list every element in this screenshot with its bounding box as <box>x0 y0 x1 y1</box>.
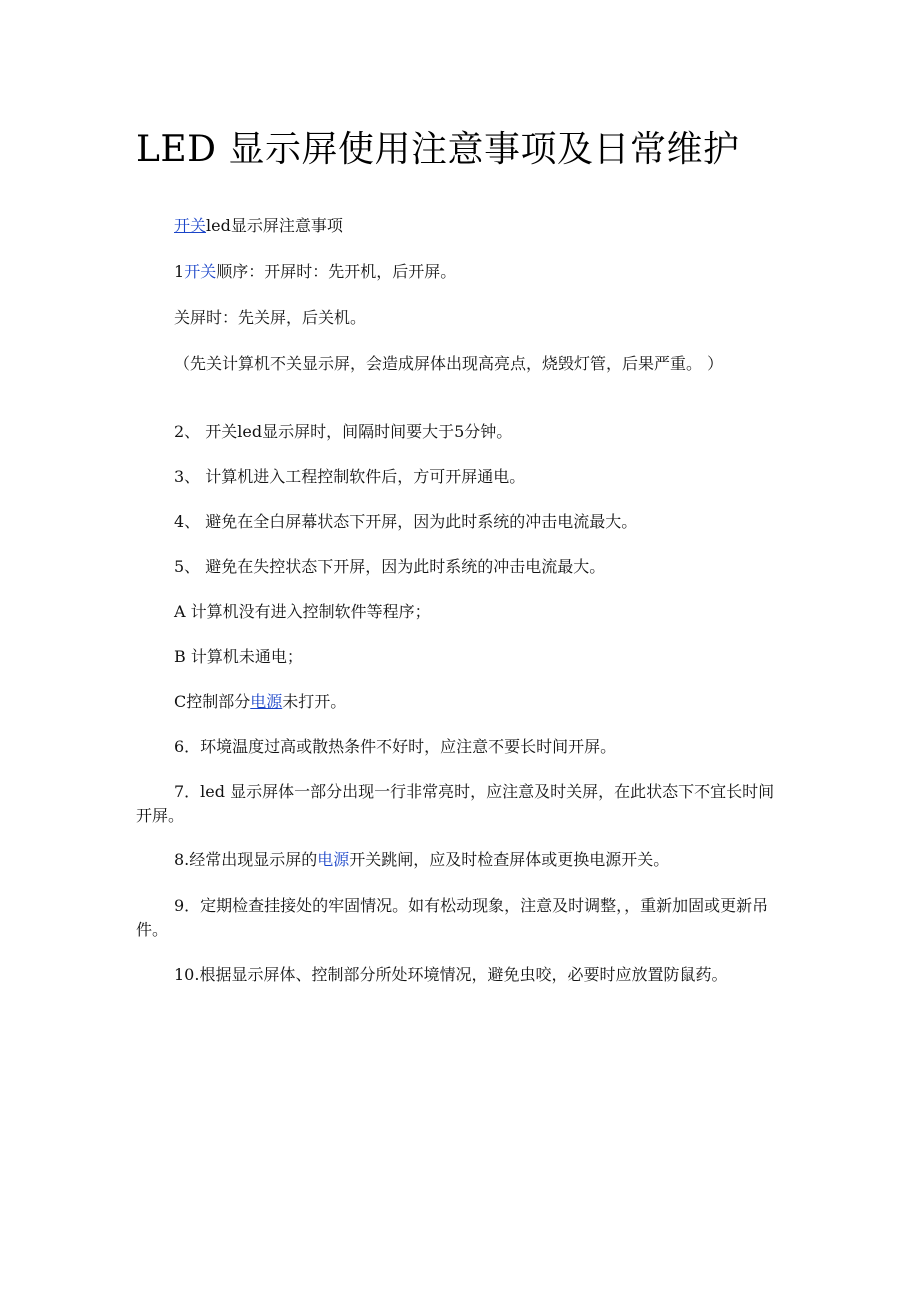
paragraph-text: B 计算机未通电； <box>174 647 303 666</box>
paragraph-text: 关屏时：先关屏，后关机。 <box>174 308 367 327</box>
paragraph-text: 4、 避免在全白屏幕状态下开屏，因为此时系统的冲击电流最大。 <box>174 512 638 531</box>
paragraph-9 <box>136 894 780 942</box>
link-power-supply-keyword[interactable]: 电源 <box>317 850 350 869</box>
paragraph-text: A 计算机没有进入控制软件等程序； <box>174 602 431 621</box>
paragraph-text: 2、 开关led显示屏时，间隔时间要大于5分钟。 <box>174 422 513 441</box>
paragraph-6 <box>136 735 780 759</box>
paragraph-text: led显示屏注意事项 <box>206 216 343 235</box>
paragraph-c <box>136 690 780 714</box>
paragraph-1 <box>136 260 780 284</box>
paragraph-text: 3、 计算机进入工程控制软件后，方可开屏通电。 <box>174 467 526 486</box>
paragraph-text: C控制部分 <box>174 692 251 711</box>
paragraph-text: 10.根据显示屏体、控制部分所处环境情况，避免虫咬，必要时应放置防鼠药。 <box>174 965 728 984</box>
paragraph-text: 顺序：开屏时：先开机，后开屏。 <box>216 262 457 281</box>
paragraph-a <box>136 600 780 624</box>
paragraph-shutdown-order <box>136 306 780 330</box>
paragraph-text: （先关计算机不关显示屏，会造成屏体出现高亮点，烧毁灯管，后果严重。 ） <box>174 354 724 373</box>
link-power-supply[interactable]: 电源 <box>250 692 283 711</box>
paragraph-warning <box>136 352 780 376</box>
paragraph-text: 9．定期检查挂接处的牢固情况。如有松动现象，注意及时调整，，重新加固或更新吊件。 <box>136 896 769 939</box>
page-title: LED 显示屏使用注意事项及日常维护 <box>136 129 740 170</box>
paragraph-8 <box>136 848 780 872</box>
paragraph-b <box>136 645 780 669</box>
paragraph-3 <box>136 465 780 489</box>
paragraph-text: 7．led 显示屏体一部分出现一行非常亮时，应注意及时关屏，在此状态下不宜长时间开屏。 <box>136 782 775 825</box>
paragraph-heading <box>136 214 780 238</box>
paragraph-7 <box>136 780 780 828</box>
paragraph-text: 开关跳闸，应及时检查屏体或更换电源开关。 <box>349 850 670 869</box>
paragraph-4 <box>136 510 780 534</box>
link-switch[interactable]: 开关 <box>174 216 207 235</box>
paragraph-text: 6．环境温度过高或散热条件不好时，应注意不要长时间开屏。 <box>174 737 617 756</box>
paragraph-10 <box>136 963 780 987</box>
paragraph-text: 8.经常出现显示屏的 <box>174 850 318 869</box>
paragraph-text: 1 <box>174 262 185 281</box>
link-switch-keyword[interactable]: 开关 <box>184 262 217 281</box>
paragraph-5 <box>136 555 780 579</box>
paragraph-text: 5、 避免在失控状态下开屏，因为此时系统的冲击电流最大。 <box>174 557 606 576</box>
paragraph-2 <box>136 420 780 444</box>
paragraph-text: 未打开。 <box>282 692 347 711</box>
